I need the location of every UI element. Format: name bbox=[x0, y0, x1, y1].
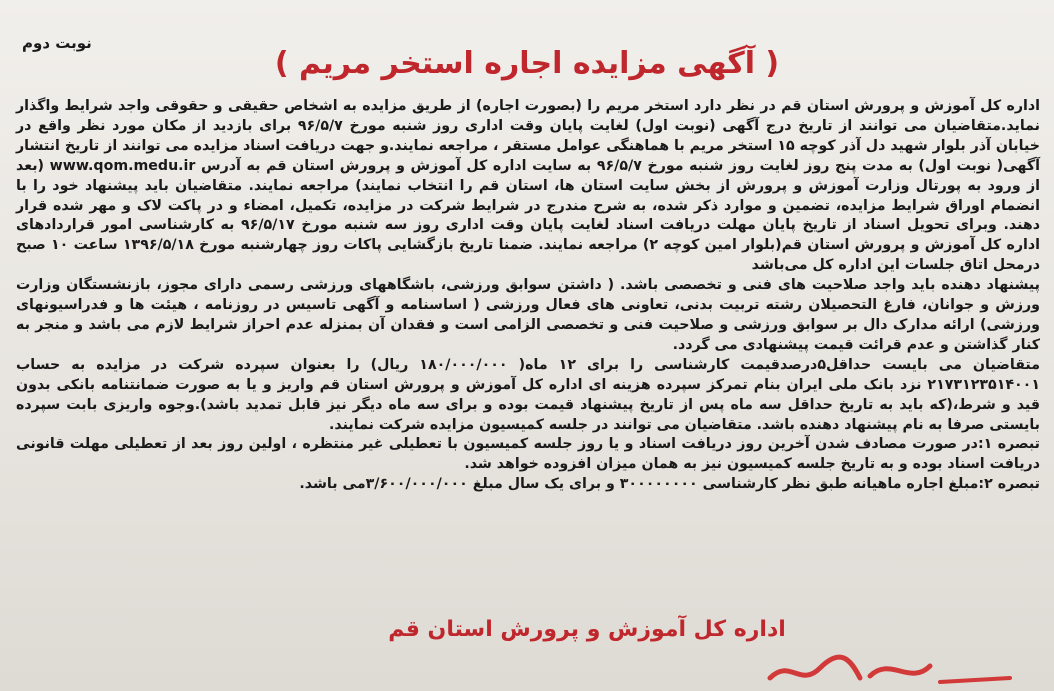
paragraph-qualifications: پیشنهاد دهنده باید واجد صلاحیت های فنی و تخصصی باشد. ( داشتن سوابق ورزشی، باشگاههای ورزشی رسمی دارای مجوز، بازنشستگان وزارت ورزش و جوانان، فارغ التحصیلان رشته تربیت بدنی، تعاونی های فعال ورزشی ( اساسنامه و آگهی تاسیس در روزنامه ، هیئت ها و فدراسیونهای ورزشی) ارائه مدارک دال بر سوابق ورزشی و صلاحیت فنی و تخصصی الزامی است و فقدان آن بمنزله عدم احراز شرایط لازم می باشد و منجر به کنار گذاشتن و عدم قرائت قیمت پیشنهادی می گردد. bbox=[16, 277, 1040, 353]
page-title: ( آگهی مزایده اجاره استخر مریم ) bbox=[274, 46, 780, 81]
edition-label: نوبت دوم bbox=[22, 34, 92, 52]
ad-body bbox=[16, 97, 1040, 495]
note-1: تبصره ۱:در صورت مصادف شدن آخرین روز دریافت اسناد و یا روز جلسه کمیسیون با تعطیلی غیر منتظره ، اولین روز بعد از تعطیلی مهلت قانونی دریافت اسناد بوده و به تاریخ جلسه کمیسیون نیز به همان میزان افزوده خواهد شد. bbox=[16, 436, 1040, 473]
paragraph-conditions: اداره کل آموزش و پرورش استان قم در نظر دارد استخر مریم را (بصورت اجاره) از طریق مزایده به اشخاص حقیقی و حقوقی واجد شرایط واگذار نماید.متقاضیان می توانند از تاریخ درج آگهی (نوبت اول) لغایت پایان وقت اداری روز شنبه مورخ ۹۶/۵/۷ برای بازدید از مکان مورد نظر واقع در خیابان آذر بلوار شهید دل آذر کوچه ۱۵ استخر مریم با هماهنگی عوامل مستقر ، مراجعه نمایند.و جهت دریافت اسناد مزایده می توانند از تاریخ انتشار آگهی( نوبت اول) به مدت پنج روز لغایت روز شنبه مورخ ۹۶/۵/۷ به سایت اداره کل آموزش و پرورش استان قم به آدرس www.qom.medu.ir (بعد از ورود به پورتال وزارت آموزش و پرورش از بخش سایت استان ها، استان قم را انتخاب نمایند) مراجعه نمایند. متقاضیان باید پیشنهاد خود را با انضمام اوراق شرایط مزایده، تضمین و موارد ذکر شده، به شرح مندرج در شرایط شرکت در مزایده، تکمیل، امضاء و در پاکت لاک و مهر شده قرار دهند. وبرای تحویل اسناد از تاریخ پایان مهلت دریافت اسناد لغایت پایان وقت اداری روز سه شنبه مورخ ۹۶/۵/۱۷ به کارشناسی امور قراردادهای اداره کل آموزش و پرورش استان قم(بلوار امین کوچه ۲) مراجعه نمایند. ضمنا تاریخ بازگشایی پاکات روز چهارشنبه مورخ ۱۳۹۶/۵/۱۸ ساعت ۱۰ صبح درمحل اتاق جلسات این اداره کل می‌باشد bbox=[16, 98, 1041, 274]
handwritten-mark-icon bbox=[760, 648, 1020, 691]
note-2: تبصره ۲:مبلغ اجاره ماهیانه طبق نظر کارشناسی ۳۰۰۰۰۰۰۰۰ و برای یک سال مبلغ ۳/۶۰۰/۰۰۰/۰۰۰می باشد. bbox=[299, 476, 1040, 493]
paragraph-deposit: متقاضیان می بایست حداقل۵درصدقیمت کارشناسی را برای ۱۲ ماه( ۱۸۰/۰۰۰/۰۰۰ ریال) را بعنوان سپرده شرکت در مزایده به حساب ۲۱۷۳۱۲۳۵۱۴۰۰۱ نزد بانک ملی ایران بنام تمرکز سپرده هزینه ای اداره کل آموزش و پرورش استان قم واریز و یا به صورت ضمانتنامه بانکی بدون قید و شرط،(که باید به تاریخ حداقل سه ماه پس از تاریخ پیشنهاد قیمت بوده و برای سه ماه دیگر نیز قابل تمدید باشد).وجوه واریزی بابت سپرده بایستی صرفا به نام پیشنهاد دهنده باشد. متقاضیان می توانند در جلسه کمیسیون مزایده شرکت نمایند. bbox=[16, 356, 1040, 433]
signature-org: اداره کل آموزش و پرورش استان قم bbox=[388, 617, 786, 642]
